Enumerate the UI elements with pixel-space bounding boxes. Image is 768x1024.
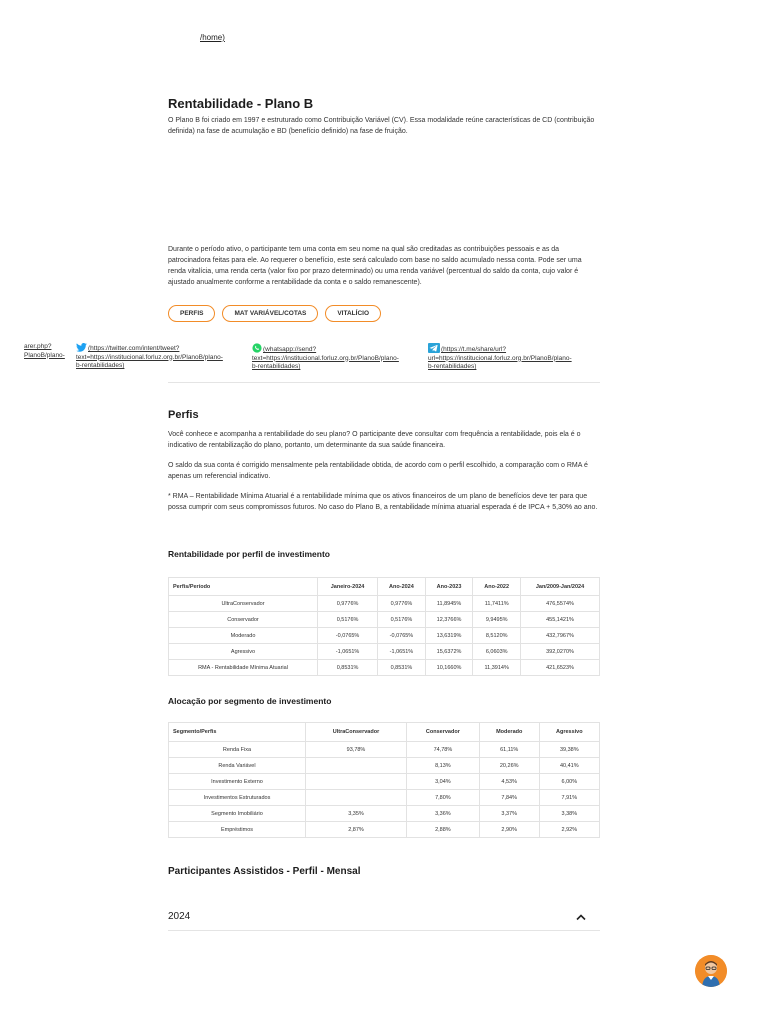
table-cell: Empréstimos [169,822,306,838]
column-header: Jan/2009-Jan/2024 [521,578,600,596]
table-cell: Conservador [169,612,318,628]
column-header: Perfis/Período [169,578,318,596]
table-cell: 40,41% [539,758,599,774]
table-cell: 2,88% [407,822,480,838]
table-row [169,758,600,774]
table-cell: Moderado [169,628,318,644]
table-cell [306,758,407,774]
table-row [169,612,600,628]
chevron-up-icon[interactable] [576,913,586,921]
table-cell: 392,0270% [521,644,600,660]
table-header-row [169,723,600,742]
table-cell: Investimento Externo [169,774,306,790]
alocacao-table [168,722,600,838]
table-row [169,774,600,790]
table-cell: 0,5176% [378,612,426,628]
column-header: Agressivo [539,723,599,742]
whatsapp-icon [252,343,262,353]
table-cell: Renda Fixa [169,742,306,758]
table-cell: 7,80% [407,790,480,806]
table-cell: 3,04% [407,774,480,790]
page-title: Rentabilidade - Plano B [168,96,314,111]
table-cell: 8,13% [407,758,480,774]
accordion-divider [168,930,600,931]
table-cell: 3,37% [479,806,539,822]
share-facebook[interactable] [24,343,69,360]
table-cell: -0,0765% [378,628,426,644]
column-header: UltraConservador [306,723,407,742]
table-cell: 61,11% [479,742,539,758]
table-header-row [169,578,600,596]
table-cell: 0,8531% [378,660,426,676]
table-cell: RMA - Rentabilidade Mínima Atuarial [169,660,318,676]
table-row [169,628,600,644]
table-cell: 7,91% [539,790,599,806]
perfis-text-1: Você conhece e acompanha a rentabilidade do seu plano? O participante deve consultar com frequência a rentabilidade, pois ela é o indicativo de rentabilização do plano, portanto, um determinante da sua saúde financeira. [168,431,581,449]
table-cell: UltraConservador [169,596,318,612]
table-cell: 2,87% [306,822,407,838]
table-row [169,742,600,758]
table-cell: 6,0603% [473,644,521,660]
table-row [169,644,600,660]
table-cell: 11,8945% [425,596,473,612]
table-cell: 10,1660% [425,660,473,676]
table-cell: 8,5120% [473,628,521,644]
table-cell: Agressivo [169,644,318,660]
table-cell: 421,6523% [521,660,600,676]
chat-avatar-icon[interactable] [695,955,727,987]
table-cell: 11,7411% [473,596,521,612]
table1-title: Rentabilidade por perfil de investimento [168,549,330,559]
column-header: Conservador [407,723,480,742]
table-cell: 2,92% [539,822,599,838]
table-cell: 0,9776% [378,596,426,612]
table-cell: 15,6372% [425,644,473,660]
table-cell: 0,5176% [318,612,378,628]
table-cell: -1,0651% [318,644,378,660]
rentabilidade-table [168,577,600,676]
column-header: Moderado [479,723,539,742]
perfis-text-2: O saldo da sua conta é corrigido mensalmente pela rentabilidade obtida, de acordo com o perfil escolhido, a comparação com o RMA é apenas um referencial indicativo. [168,462,588,480]
table-cell: Segmento Imobiliário [169,806,306,822]
table-cell: 7,84% [479,790,539,806]
table-cell: -0,0765% [318,628,378,644]
table-cell: 13,6319% [425,628,473,644]
table-cell [306,790,407,806]
column-header: Janeiro-2024 [318,578,378,596]
table-cell: 20,26% [479,758,539,774]
table-cell: 11,3914% [473,660,521,676]
share-twitter-link[interactable]: (https://twitter.com/intent/tweet? text=https://institucional.forluz.org.br/PlanoB/plano- b-rentabilidades) [76,345,223,369]
share-telegram[interactable] [428,343,600,372]
telegram-icon [428,343,440,353]
filter-chips [168,305,381,322]
table-row [169,596,600,612]
home-link[interactable]: /home) [200,33,225,42]
table-cell: 0,8531% [318,660,378,676]
table-row [169,806,600,822]
table-cell: 12,3766% [425,612,473,628]
column-header: Ano-2022 [473,578,521,596]
table-cell: Investimentos Estruturados [169,790,306,806]
table-cell: 2,90% [479,822,539,838]
table-cell [306,774,407,790]
share-whatsapp[interactable] [252,343,424,372]
table-cell: 0,9776% [318,596,378,612]
table-cell: 74,78% [407,742,480,758]
table-cell: 455,1421% [521,612,600,628]
share-telegram-link[interactable]: (https://t.me/share/url? url=https://institucional.forluz.org.br/PlanoB/plano- b-rentabilidades) [428,346,572,370]
avatar [695,955,727,987]
table-row [169,790,600,806]
chip-mat-variavel[interactable]: MAT VARIÁVEL/COTAS [222,305,318,322]
table-cell: 3,36% [407,806,480,822]
table-cell: 432,7967% [521,628,600,644]
intro-text: O Plano B foi criado em 1997 e estruturado como Contribuição Variável (CV). Essa modalidade reúne características de CD (contribuição definida) na fase de acumulação e BD (benefício definido) na fase de fruição. [168,117,595,135]
assistidos-heading: Participantes Assistidos - Perfil - Mensal [168,866,361,877]
table-cell: 6,00% [539,774,599,790]
table-cell: 39,38% [539,742,599,758]
perfis-heading: Perfis [168,409,199,421]
table-cell: 476,5574% [521,596,600,612]
share-whatsapp-link[interactable]: (whatsapp://send? text=https://institucional.forluz.org.br/PlanoB/plano- b-rentabilidades) [252,346,399,370]
column-header: Ano-2024 [378,578,426,596]
accordion-year-2024[interactable]: 2024 [168,911,191,922]
perfis-text-3: * RMA – Rentabilidade Mínima Atuarial é a rentabilidade mínima que os ativos financeiros de um plano de benefícios deve ter para que possa cumprir com seus compromissos futuros. No caso do Plano B, a rentabilidade mínima atuarial esperada é de IPCA + 5,30% ao ano. [168,493,598,511]
table-cell: 3,35% [306,806,407,822]
table2-title: Alocação por segmento de investimento [168,696,332,706]
column-header: Ano-2023 [425,578,473,596]
table-row [169,822,600,838]
table-cell: 9,9495% [473,612,521,628]
share-twitter[interactable] [76,343,248,371]
chip-vitalicio[interactable]: VITALÍCIO [325,305,381,322]
twitter-icon [76,343,87,352]
share-facebook-link[interactable]: arer.php? PlanoB/plano- [24,343,65,359]
divider [168,382,600,383]
table-row [169,660,600,676]
description-text: Durante o período ativo, o participante tem uma conta em seu nome na qual são creditadas as contribuições pessoais e as da patrocinadora feitas para ele. Ao requerer o benefício, este será calculado com base no saldo acumulado nessa conta. Pode ser uma renda vitalícia, uma renda certa (valor fixo por prazo determinado) ou uma renda variável (percentual do saldo da conta, cujo valor é ajustado anualmente conforme a rentabilidade da conta e o saldo remanescente). [168,246,582,286]
table-cell: 3,38% [539,806,599,822]
table-cell: 4,53% [479,774,539,790]
table-cell: Renda Variável [169,758,306,774]
column-header: Segmento/Perfis [169,723,306,742]
table-cell: 93,78% [306,742,407,758]
chip-perfis[interactable]: PERFIS [168,305,215,322]
table-cell: -1,0651% [378,644,426,660]
